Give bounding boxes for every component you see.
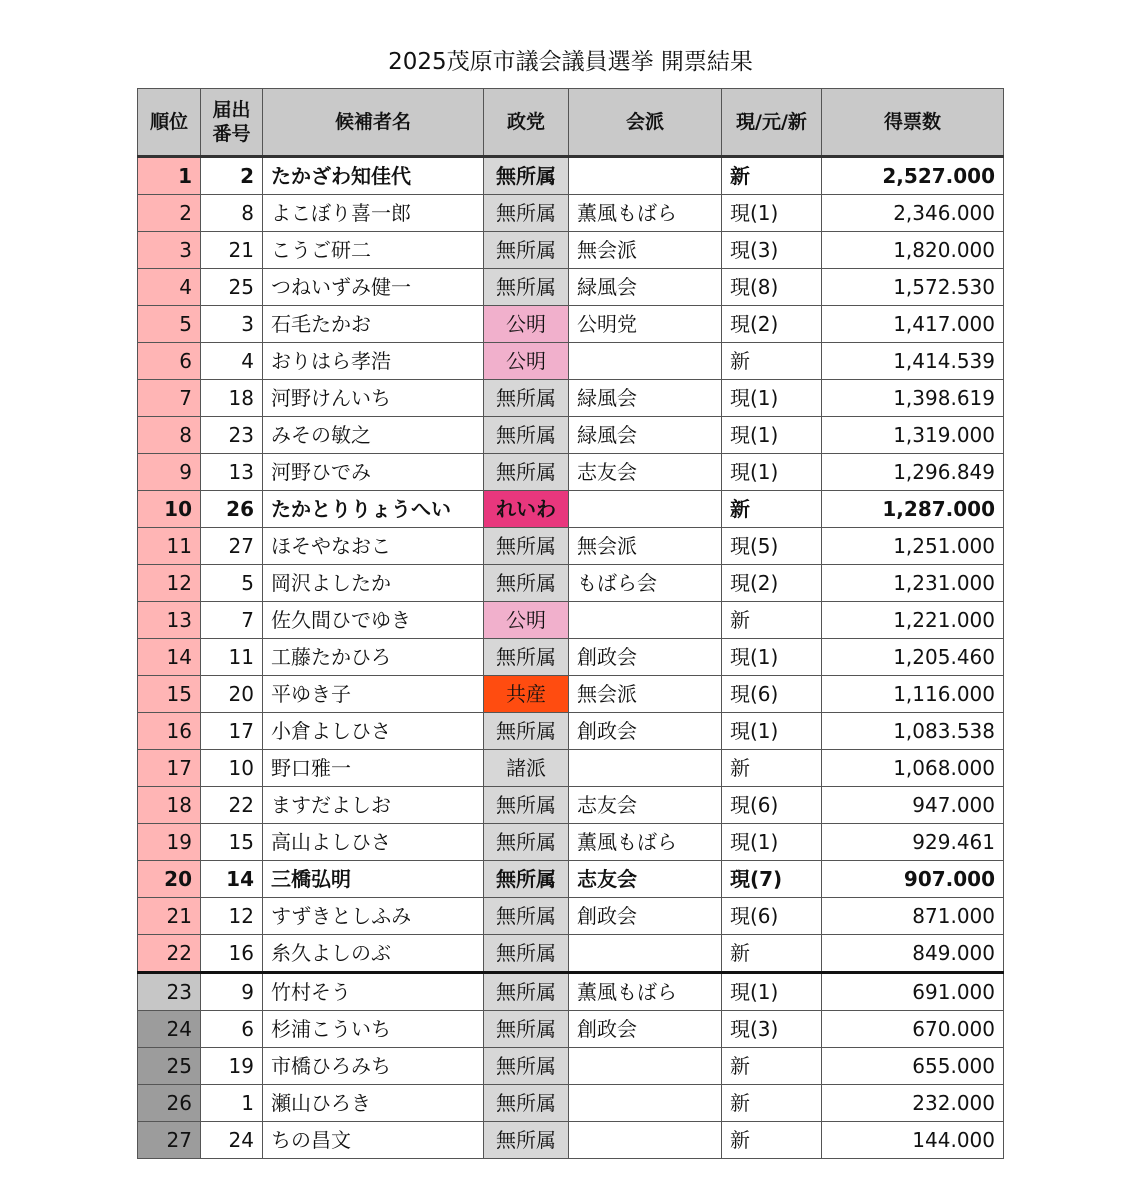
votes-cell: 947.000 [822,787,1004,824]
votes-cell: 1,296.849 [822,454,1004,491]
status-cell: 現(1) [722,713,822,750]
status-cell: 現(7) [722,861,822,898]
votes-cell: 1,417.000 [822,306,1004,343]
candidate-name-cell: 野口雅一 [263,750,484,787]
party-cell: 無所属 [484,1085,569,1122]
rank-cell: 18 [138,787,201,824]
party-cell: れいわ [484,491,569,528]
header-name: 候補者名 [263,89,484,157]
votes-cell: 144.000 [822,1122,1004,1159]
status-cell: 現(6) [722,787,822,824]
party-cell: 無所属 [484,380,569,417]
candidate-name-cell: ますだよしお [263,787,484,824]
rank-cell: 14 [138,639,201,676]
table-row [138,195,1004,232]
table-row [138,1048,1004,1085]
header-number-line2: 番号 [212,123,251,145]
number-cell: 1 [201,1085,263,1122]
faction-cell: 創政会 [569,1011,722,1048]
party-cell: 無所属 [484,528,569,565]
header-number-line1: 届出 [212,99,251,121]
faction-cell: 緑風会 [569,380,722,417]
rank-cell: 26 [138,1085,201,1122]
votes-cell: 655.000 [822,1048,1004,1085]
rank-cell: 23 [138,973,201,1011]
candidate-name-cell: 平ゆき子 [263,676,484,713]
number-cell: 25 [201,269,263,306]
rank-cell: 11 [138,528,201,565]
status-cell: 現(5) [722,528,822,565]
status-cell: 現(3) [722,1011,822,1048]
status-cell: 新 [722,491,822,528]
candidate-name-cell: すずきとしふみ [263,898,484,935]
votes-cell: 1,319.000 [822,417,1004,454]
votes-cell: 871.000 [822,898,1004,935]
faction-cell: 志友会 [569,787,722,824]
number-cell: 5 [201,565,263,602]
party-cell: 無所属 [484,713,569,750]
status-cell: 現(2) [722,565,822,602]
party-cell: 無所属 [484,861,569,898]
rank-cell: 4 [138,269,201,306]
status-cell: 現(1) [722,639,822,676]
rank-cell: 16 [138,713,201,750]
table-row [138,454,1004,491]
faction-cell [569,750,722,787]
faction-cell: 薫風もばら [569,824,722,861]
party-cell: 無所属 [484,824,569,861]
status-cell: 新 [722,750,822,787]
candidate-name-cell: 市橋ひろみち [263,1048,484,1085]
party-cell: 公明 [484,343,569,380]
candidate-name-cell: よこぼり喜一郎 [263,195,484,232]
votes-cell: 1,287.000 [822,491,1004,528]
table-row [138,343,1004,380]
number-cell: 27 [201,528,263,565]
status-cell: 新 [722,343,822,380]
party-cell: 無所属 [484,973,569,1011]
number-cell: 23 [201,417,263,454]
votes-cell: 1,251.000 [822,528,1004,565]
table-row [138,1011,1004,1048]
status-cell: 新 [722,1122,822,1159]
votes-cell: 670.000 [822,1011,1004,1048]
candidate-name-cell: ちの昌文 [263,1122,484,1159]
table-row [138,232,1004,269]
status-cell: 現(1) [722,454,822,491]
faction-cell [569,157,722,195]
rank-cell: 25 [138,1048,201,1085]
party-cell: 公明 [484,602,569,639]
page-title: 2025茂原市議会議員選挙 開票結果 [388,49,753,75]
faction-cell: 志友会 [569,454,722,491]
rank-cell: 9 [138,454,201,491]
party-cell: 無所属 [484,1122,569,1159]
number-cell: 7 [201,602,263,639]
rank-cell: 10 [138,491,201,528]
status-cell: 現(1) [722,824,822,861]
candidate-name-cell: 竹村そう [263,973,484,1011]
faction-cell: 創政会 [569,639,722,676]
number-cell: 13 [201,454,263,491]
rank-cell: 17 [138,750,201,787]
number-cell: 19 [201,1048,263,1085]
rank-cell: 22 [138,935,201,973]
table-row [138,491,1004,528]
party-cell: 無所属 [484,454,569,491]
rank-cell: 24 [138,1011,201,1048]
candidate-name-cell: おりはら孝浩 [263,343,484,380]
candidate-name-cell: 杉浦こういち [263,1011,484,1048]
votes-cell: 691.000 [822,973,1004,1011]
rank-cell: 8 [138,417,201,454]
party-cell: 無所属 [484,1048,569,1085]
rank-cell: 12 [138,565,201,602]
table-row [138,713,1004,750]
party-cell: 無所属 [484,232,569,269]
status-cell: 新 [722,935,822,973]
faction-cell: 無会派 [569,676,722,713]
faction-cell: 緑風会 [569,269,722,306]
votes-cell: 232.000 [822,1085,1004,1122]
candidate-name-cell: ほそやなおこ [263,528,484,565]
candidate-name-cell: 瀬山ひろき [263,1085,484,1122]
rank-cell: 3 [138,232,201,269]
candidate-name-cell: つねいずみ健一 [263,269,484,306]
table-row [138,1122,1004,1159]
status-cell: 新 [722,157,822,195]
table-row [138,935,1004,973]
votes-cell: 1,068.000 [822,750,1004,787]
header-row [138,89,1004,157]
number-cell: 2 [201,157,263,195]
candidate-name-cell: みその敏之 [263,417,484,454]
number-cell: 8 [201,195,263,232]
votes-cell: 1,398.619 [822,380,1004,417]
table-row [138,676,1004,713]
rank-cell: 2 [138,195,201,232]
number-cell: 3 [201,306,263,343]
number-cell: 6 [201,1011,263,1048]
candidate-name-cell: 河野ひでみ [263,454,484,491]
status-cell: 新 [722,1048,822,1085]
table-row [138,824,1004,861]
party-cell: 無所属 [484,565,569,602]
header-rank: 順位 [138,89,201,157]
number-cell: 17 [201,713,263,750]
votes-cell: 1,083.538 [822,713,1004,750]
party-cell: 無所属 [484,157,569,195]
candidate-name-cell: たかざわ知佳代 [263,157,484,195]
table-row [138,380,1004,417]
table-row [138,898,1004,935]
number-cell: 16 [201,935,263,973]
candidate-name-cell: 岡沢よしたか [263,565,484,602]
number-cell: 11 [201,639,263,676]
number-cell: 4 [201,343,263,380]
candidate-name-cell: こうご研二 [263,232,484,269]
party-cell: 無所属 [484,417,569,454]
number-cell: 18 [201,380,263,417]
rank-cell: 5 [138,306,201,343]
rank-cell: 13 [138,602,201,639]
votes-cell: 2,346.000 [822,195,1004,232]
header-status: 現/元/新 [722,89,822,157]
candidate-name-cell: 小倉よしひさ [263,713,484,750]
table-row [138,861,1004,898]
candidate-name-cell: 佐久間ひでゆき [263,602,484,639]
table-row [138,306,1004,343]
number-cell: 14 [201,861,263,898]
number-cell: 26 [201,491,263,528]
rank-cell: 6 [138,343,201,380]
status-cell: 現(3) [722,232,822,269]
table-row [138,973,1004,1011]
votes-cell: 1,820.000 [822,232,1004,269]
table-row [138,1085,1004,1122]
faction-cell [569,1048,722,1085]
party-cell: 無所属 [484,898,569,935]
number-cell: 22 [201,787,263,824]
number-cell: 10 [201,750,263,787]
table-row [138,565,1004,602]
table-row [138,602,1004,639]
faction-cell: 無会派 [569,528,722,565]
votes-cell: 1,221.000 [822,602,1004,639]
faction-cell [569,1085,722,1122]
votes-cell: 849.000 [822,935,1004,973]
status-cell: 現(2) [722,306,822,343]
votes-cell: 929.461 [822,824,1004,861]
party-cell: 無所属 [484,787,569,824]
status-cell: 新 [722,602,822,639]
header-faction: 会派 [569,89,722,157]
status-cell: 現(1) [722,195,822,232]
party-cell: 無所属 [484,269,569,306]
table-row [138,417,1004,454]
status-cell: 現(1) [722,380,822,417]
faction-cell [569,602,722,639]
rank-cell: 21 [138,898,201,935]
header-number [201,89,263,157]
party-cell: 諸派 [484,750,569,787]
faction-cell: 無会派 [569,232,722,269]
faction-cell: 創政会 [569,713,722,750]
number-cell: 21 [201,232,263,269]
votes-cell: 1,414.539 [822,343,1004,380]
rank-cell: 19 [138,824,201,861]
candidate-name-cell: 工藤たかひろ [263,639,484,676]
faction-cell [569,491,722,528]
candidate-name-cell: 三橋弘明 [263,861,484,898]
number-cell: 15 [201,824,263,861]
candidate-name-cell: たかとりりょうへい [263,491,484,528]
faction-cell: 薫風もばら [569,195,722,232]
status-cell: 現(6) [722,676,822,713]
party-cell: 無所属 [484,639,569,676]
faction-cell: 緑風会 [569,417,722,454]
votes-cell: 1,116.000 [822,676,1004,713]
rank-cell: 20 [138,861,201,898]
table-row [138,750,1004,787]
number-cell: 9 [201,973,263,1011]
party-cell: 無所属 [484,1011,569,1048]
rank-cell: 15 [138,676,201,713]
votes-cell: 1,572.530 [822,269,1004,306]
results-body [138,157,1004,1159]
faction-cell: 志友会 [569,861,722,898]
faction-cell: 創政会 [569,898,722,935]
votes-cell: 1,231.000 [822,565,1004,602]
number-cell: 12 [201,898,263,935]
faction-cell: 公明党 [569,306,722,343]
party-cell: 共産 [484,676,569,713]
table-row [138,639,1004,676]
status-cell: 現(6) [722,898,822,935]
table-row [138,528,1004,565]
candidate-name-cell: 糸久よしのぶ [263,935,484,973]
faction-cell: もばら会 [569,565,722,602]
party-cell: 公明 [484,306,569,343]
candidate-name-cell: 石毛たかお [263,306,484,343]
rank-cell: 27 [138,1122,201,1159]
rank-cell: 7 [138,380,201,417]
number-cell: 24 [201,1122,263,1159]
header-party: 政党 [484,89,569,157]
status-cell: 現(1) [722,417,822,454]
faction-cell [569,935,722,973]
table-row [138,269,1004,306]
votes-cell: 1,205.460 [822,639,1004,676]
status-cell: 現(8) [722,269,822,306]
faction-cell [569,343,722,380]
header-votes: 得票数 [822,89,1004,157]
table-row [138,787,1004,824]
votes-cell: 2,527.000 [822,157,1004,195]
faction-cell: 薫風もばら [569,973,722,1011]
status-cell: 新 [722,1085,822,1122]
rank-cell: 1 [138,157,201,195]
candidate-name-cell: 高山よしひさ [263,824,484,861]
candidate-name-cell: 河野けんいち [263,380,484,417]
results-table [137,88,1004,1159]
table-row [138,157,1004,195]
party-cell: 無所属 [484,195,569,232]
number-cell: 20 [201,676,263,713]
faction-cell [569,1122,722,1159]
party-cell: 無所属 [484,935,569,973]
votes-cell: 907.000 [822,861,1004,898]
status-cell: 現(1) [722,973,822,1011]
